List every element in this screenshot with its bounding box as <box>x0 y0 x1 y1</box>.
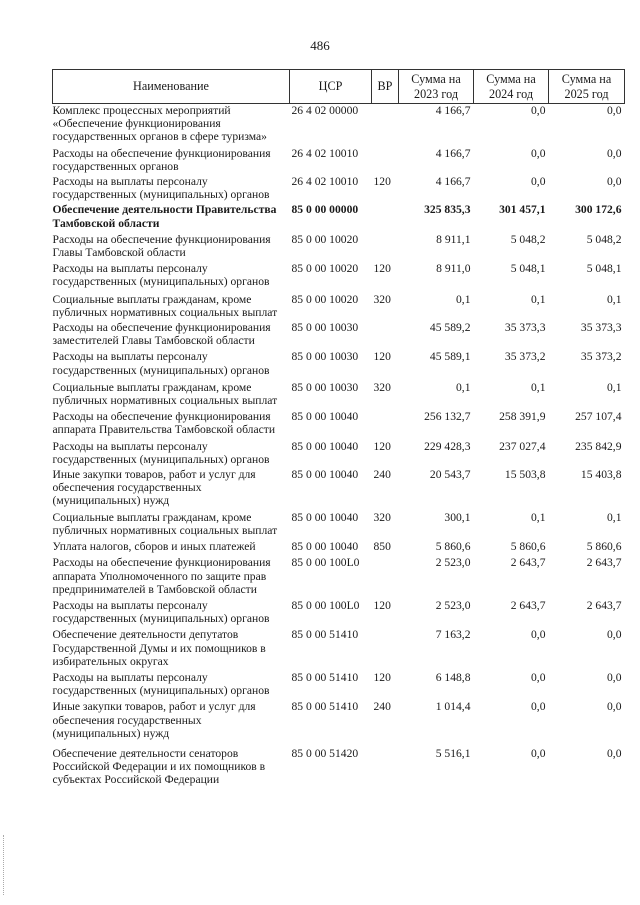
table-cell-vr: 120 <box>373 175 391 189</box>
table-cell-vr: 850 <box>373 540 391 554</box>
table-cell-csr: 26 4 02 10010 <box>291 146 359 160</box>
table-cell-csr: 85 0 00 51410 <box>291 628 359 642</box>
table-cell-sum-2024: 0,0 <box>531 628 546 642</box>
table-cell-sum-2025: 0,1 <box>607 380 622 394</box>
table-row <box>53 407 625 436</box>
table-cell-sum-2025: 35 373,2 <box>580 350 622 364</box>
table-cell-vr <box>372 144 399 173</box>
table-cell-name: Расходы на выплаты персоналу государственных (муниципальных) органов <box>52 175 270 202</box>
table-row <box>53 230 625 259</box>
table-row <box>53 259 625 288</box>
table-row <box>53 508 625 537</box>
table-cell-sum-2025: 0,0 <box>607 175 622 189</box>
table-cell-sum-2024: 5 048,2 <box>510 232 546 246</box>
table-cell-sum-2024: 258 391,9 <box>499 410 546 424</box>
table-cell-name: Обеспечение деятельности Правительства Тамбовской области <box>52 203 277 230</box>
table-cell-sum-2024: 0,1 <box>531 380 546 394</box>
table-cell-sum-2023: 0,1 <box>456 380 471 394</box>
table-cell-vr: 120 <box>373 439 391 453</box>
table-cell-vr <box>372 740 399 787</box>
table-cell-sum-2023: 2 523,0 <box>435 598 471 612</box>
table-cell-name: Расходы на обеспечение функционирования аппарата Уполномоченного по защите прав предпринимателей в Тамбовской области <box>52 556 271 596</box>
table-cell-sum-2023: 4 166,7 <box>435 175 471 189</box>
table-cell-csr: 85 0 00 100L0 <box>291 556 360 570</box>
table-cell-sum-2025: 0,0 <box>607 104 622 117</box>
table-cell-sum-2025: 5 048,1 <box>586 262 622 276</box>
table-cell-vr <box>372 407 399 436</box>
table-cell-vr <box>372 553 399 596</box>
table-cell-csr: 85 0 00 10040 <box>291 468 359 482</box>
table-cell-sum-2024: 2 643,7 <box>510 556 546 570</box>
table-cell-csr: 85 0 00 00000 <box>291 203 359 217</box>
table-cell-sum-2025: 35 373,3 <box>580 321 622 335</box>
table-cell-vr: 120 <box>373 262 391 276</box>
header-vr: ВР <box>372 70 399 104</box>
table-cell-vr: 320 <box>373 380 391 394</box>
table-cell-csr: 26 4 02 10010 <box>291 175 359 189</box>
table-cell-sum-2024: 0,0 <box>531 104 546 117</box>
table-cell-name: Социальные выплаты гражданам, кроме публичных нормативных социальных выплат <box>52 292 278 319</box>
table-cell-sum-2023: 256 132,7 <box>424 410 471 424</box>
table-row <box>53 173 625 201</box>
table-body <box>53 104 625 787</box>
table-cell-name: Расходы на выплаты персоналу государственных (муниципальных) органов <box>52 439 270 466</box>
table-row <box>53 377 625 407</box>
table-cell-sum-2024: 0,1 <box>531 292 546 306</box>
table-cell-sum-2023: 5 860,6 <box>435 540 471 554</box>
table-row <box>53 104 625 144</box>
table-row <box>53 201 625 229</box>
table-cell-name: Расходы на обеспечение функционирования аппарата Правительства Тамбовской области <box>52 410 276 437</box>
header-csr: ЦСР <box>290 70 372 104</box>
table-cell-sum-2025: 2 643,7 <box>586 556 622 570</box>
table-cell-sum-2023: 0,1 <box>456 292 471 306</box>
table-cell-sum-2024: 237 027,4 <box>499 439 546 453</box>
table-row <box>53 144 625 173</box>
table-cell-csr: 85 0 00 10040 <box>291 540 359 554</box>
table-cell-sum-2025: 0,1 <box>607 292 622 306</box>
table-cell-name: Расходы на выплаты персоналу государственных (муниципальных) органов <box>52 598 270 626</box>
table-cell-sum-2025: 5 860,6 <box>586 540 622 554</box>
table-cell-sum-2023: 5 516,1 <box>435 746 471 760</box>
table-cell-csr: 85 0 00 10040 <box>291 439 359 453</box>
table-cell-sum-2023: 2 523,0 <box>435 556 471 570</box>
header-sum-2023: Сумма на 2023 год <box>399 70 474 104</box>
table-row <box>53 625 625 668</box>
table-cell-csr: 26 4 02 00000 <box>291 104 359 117</box>
table-cell-sum-2024: 35 373,2 <box>504 350 546 364</box>
table-cell-sum-2023: 325 835,3 <box>424 203 471 217</box>
table-cell-vr: 320 <box>373 510 391 524</box>
table-cell-sum-2023: 8 911,0 <box>436 262 471 276</box>
table-cell-sum-2023: 300,1 <box>444 510 471 524</box>
table-cell-vr <box>372 104 399 144</box>
table-cell-vr <box>372 230 399 259</box>
table-cell-sum-2023: 4 166,7 <box>435 104 471 117</box>
table-cell-sum-2024: 301 457,1 <box>499 203 546 217</box>
table-cell-csr: 85 0 00 100L0 <box>291 598 360 612</box>
table-cell-sum-2023: 229 428,3 <box>424 439 471 453</box>
table-header-row <box>53 70 625 104</box>
table-cell-sum-2023: 45 589,2 <box>429 321 471 335</box>
header-name: Наименование <box>53 70 290 104</box>
table-cell-vr <box>372 201 399 229</box>
table-cell-sum-2025: 257 107,4 <box>575 410 622 424</box>
table-cell-name: Расходы на выплаты персоналу государственных (муниципальных) органов <box>52 350 270 377</box>
table-cell-name: Расходы на обеспечение функционирования заместителей Главы Тамбовской области <box>52 321 271 348</box>
table-cell-sum-2024: 35 373,3 <box>504 321 546 335</box>
table-cell-sum-2025: 0,0 <box>607 146 622 160</box>
table-cell-csr: 85 0 00 51410 <box>291 700 359 714</box>
table-cell-sum-2025: 0,1 <box>607 510 622 524</box>
table-cell-name: Социальные выплаты гражданам, кроме публичных нормативных социальных выплат <box>52 510 278 537</box>
table-cell-name: Иные закупки товаров, работ и услуг для обеспечения государственных (муниципальных) нужд <box>52 700 256 740</box>
table-cell-csr: 85 0 00 10040 <box>291 510 359 524</box>
table-cell-name: Социальные выплаты гражданам, кроме публичных нормативных социальных выплат <box>52 380 278 408</box>
table-row <box>53 466 625 508</box>
table-cell-vr: 320 <box>373 292 391 306</box>
table-cell-csr: 85 0 00 51410 <box>291 670 359 684</box>
table-row <box>53 437 625 466</box>
budget-table <box>52 69 625 787</box>
table-cell-name: Обеспечение деятельности сенаторов Российской Федерации и их помощников в субъектах Российской Федерации <box>52 746 266 787</box>
page-number: 486 <box>310 38 330 53</box>
table-cell-sum-2025: 0,0 <box>607 670 622 684</box>
table-cell-name: Иные закупки товаров, работ и услуг для обеспечения государственных (муниципальных) нужд <box>52 468 256 508</box>
table-cell-csr: 85 0 00 10030 <box>291 350 359 364</box>
table-row <box>53 697 625 740</box>
table-cell-sum-2024: 0,0 <box>531 746 546 760</box>
table-cell-sum-2024: 0,0 <box>531 700 546 714</box>
table-row <box>53 347 625 376</box>
table-cell-sum-2024: 15 503,8 <box>504 468 546 482</box>
table-cell-sum-2024: 0,1 <box>531 510 546 524</box>
table-row <box>53 740 625 787</box>
table-cell-sum-2025: 0,0 <box>607 628 622 642</box>
table-cell-csr: 85 0 00 10030 <box>291 380 359 394</box>
table-cell-name: Расходы на выплаты персоналу государственных (муниципальных) органов <box>52 670 270 698</box>
table-cell-sum-2023: 8 911,1 <box>436 232 471 246</box>
table-cell-sum-2024: 2 643,7 <box>510 598 546 612</box>
table-cell-sum-2024: 5 048,1 <box>510 262 546 276</box>
table-row <box>53 537 625 553</box>
table-cell-csr: 85 0 00 51420 <box>291 746 359 760</box>
table-cell-sum-2025: 5 048,2 <box>586 232 622 246</box>
table-cell-sum-2023: 7 163,2 <box>435 628 471 642</box>
table-cell-sum-2025: 0,0 <box>607 700 622 714</box>
table-cell-name: Расходы на обеспечение функционирования государственных органов <box>52 146 271 173</box>
table-cell-vr: 240 <box>373 468 391 482</box>
table-cell-sum-2023: 6 148,8 <box>435 670 471 684</box>
table-cell-csr: 85 0 00 10040 <box>291 410 359 424</box>
table-cell-sum-2025: 235 842,9 <box>575 439 622 453</box>
table-cell-name: Обеспечение деятельности депутатов Государственной Думы и их помощников в избирательных округах <box>52 628 266 668</box>
table-cell-sum-2025: 0,0 <box>607 746 622 760</box>
table-cell-sum-2023: 4 166,7 <box>435 146 471 160</box>
table-cell-sum-2024: 5 860,6 <box>510 540 546 554</box>
header-sum-2024: Сумма на 2024 год <box>474 70 549 104</box>
table-row <box>53 319 625 347</box>
table-cell-name: Уплата налогов, сборов и иных платежей <box>52 540 256 554</box>
table-row <box>53 289 625 319</box>
table-cell-sum-2023: 1 014,4 <box>435 700 471 714</box>
table-cell-csr: 85 0 00 10030 <box>291 321 359 335</box>
table-cell-vr <box>372 625 399 668</box>
table-cell-csr: 85 0 00 10020 <box>291 232 359 246</box>
table-cell-vr: 120 <box>373 350 391 364</box>
table-cell-sum-2025: 300 172,6 <box>575 203 622 217</box>
table-cell-sum-2025: 2 643,7 <box>586 598 622 612</box>
table-row <box>53 553 625 596</box>
header-sum-2025: Сумма на 2025 год <box>549 70 625 104</box>
table-cell-sum-2023: 45 589,1 <box>429 350 471 364</box>
table-row <box>53 596 625 625</box>
scan-edge-mark <box>3 835 5 895</box>
table-cell-sum-2023: 20 543,7 <box>429 468 471 482</box>
table-cell-vr: 120 <box>373 670 391 684</box>
table-cell-name: Расходы на выплаты персоналу государственных (муниципальных) органов <box>52 262 270 289</box>
table-cell-sum-2024: 0,0 <box>531 670 546 684</box>
table-cell-vr <box>372 319 399 347</box>
table-cell-csr: 85 0 00 10020 <box>291 262 359 276</box>
table-row <box>53 668 625 697</box>
table-cell-name: Расходы на обеспечение функционирования Главы Тамбовской области <box>52 232 271 260</box>
table-cell-sum-2025: 15 403,8 <box>580 468 622 482</box>
table-cell-sum-2024: 0,0 <box>531 146 546 160</box>
table-cell-name: Комплекс процессных мероприятий «Обеспечение функционирования государственных органов в сфере туризма» <box>52 104 267 144</box>
table-cell-csr: 85 0 00 10020 <box>291 292 359 306</box>
table-cell-sum-2024: 0,0 <box>531 175 546 189</box>
table-cell-vr: 120 <box>373 598 391 612</box>
table-cell-vr: 240 <box>373 700 391 714</box>
